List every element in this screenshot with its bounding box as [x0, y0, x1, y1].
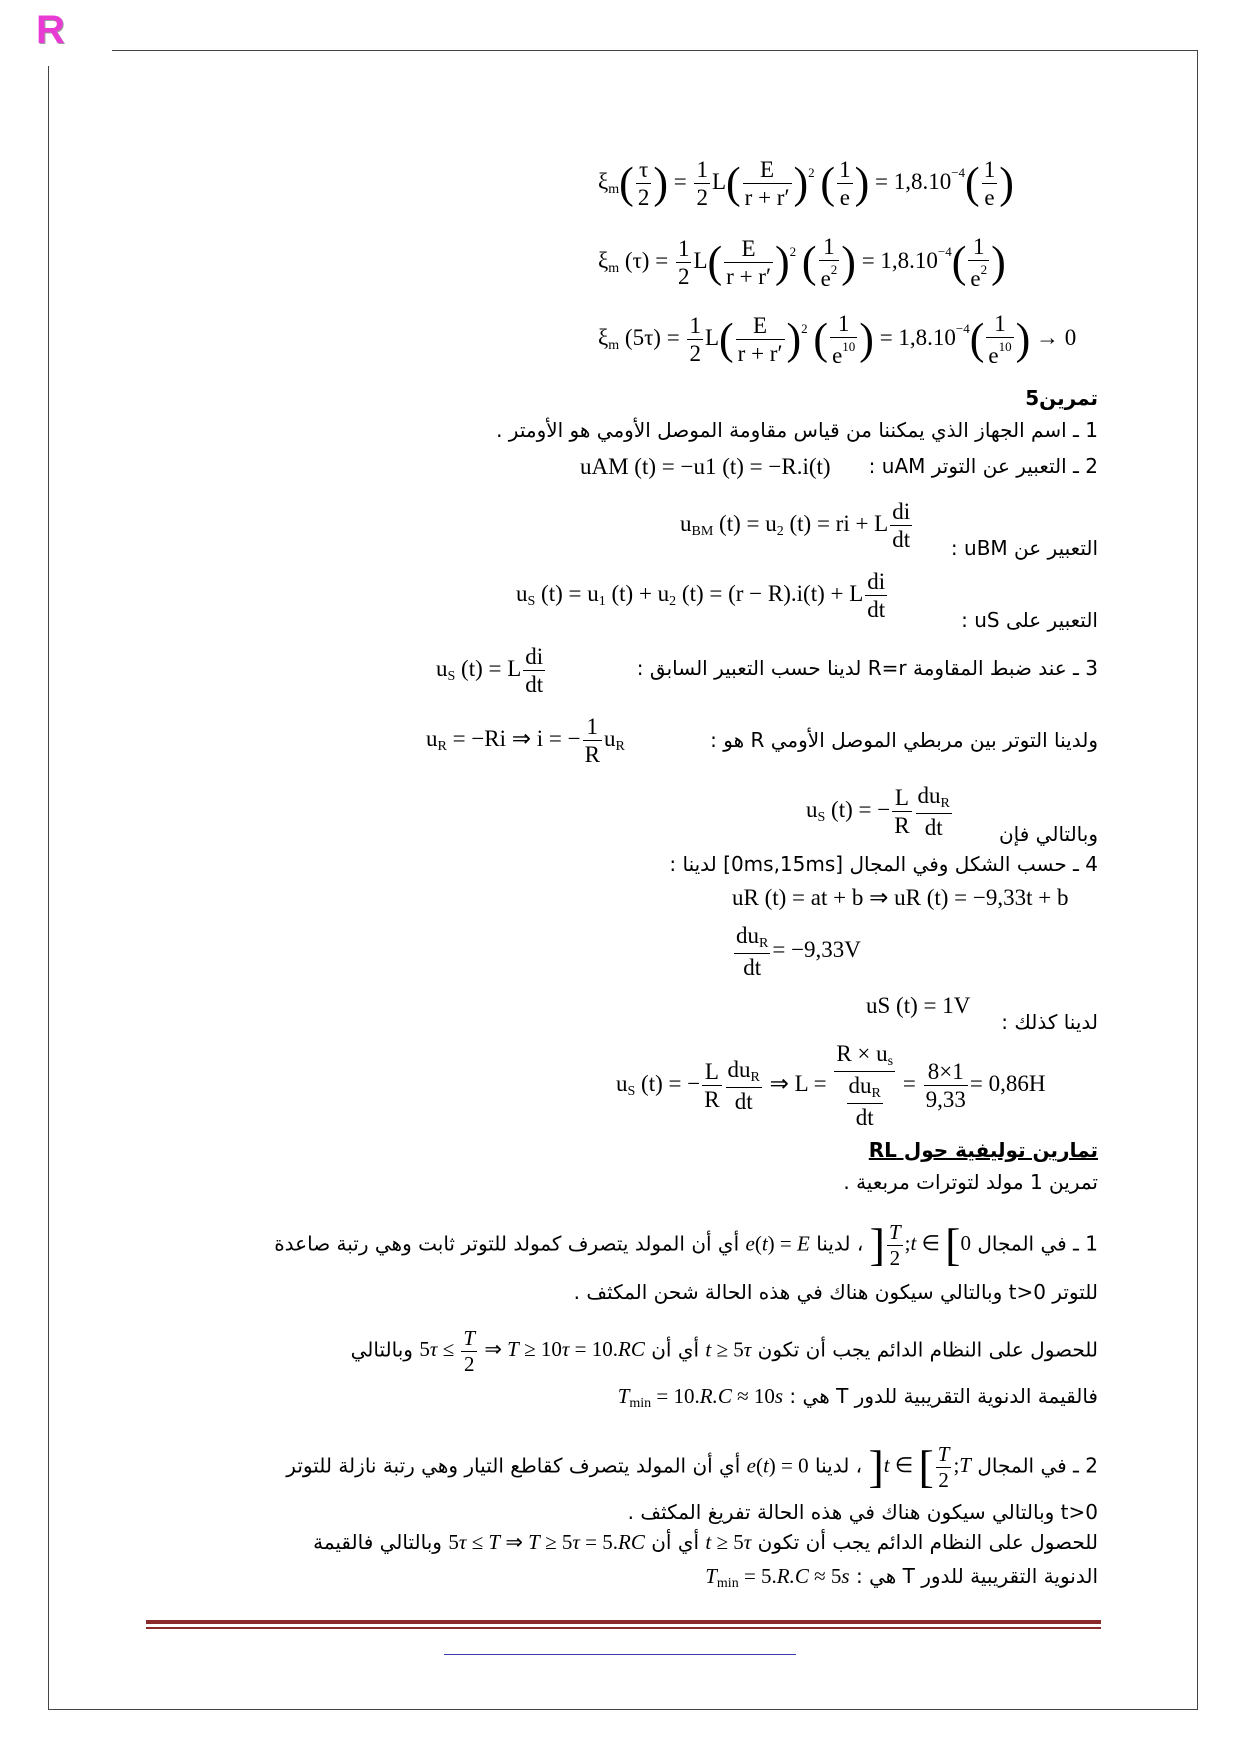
rl-p1-line1: 1 ـ في المجال t ∈ [0; $\frac{T}{2}$ [ ، لدينا e(t) = E أي أن المولد يتصرف كمولد للتوتر ثابت وهي رتبة صاعدة: [274, 1219, 1098, 1271]
ex5-us-eq: $u_S$ $(t) = u_1$ $(t) + u_2$ (t) = (r − R).i(t) + L $\frac{di}{dt}$: [516, 569, 886, 622]
ex5-dur-value: = −9,33V: [772, 936, 861, 962]
ex5-ur-linear-eq: uR (t) = at + b ⇒ uR (t) = −9,33t + b: [732, 885, 1069, 910]
ex5-q3-label: 3 ـ عند ضبط المقاومة R=r لدينا حسب التعبير السابق :: [636, 656, 1098, 680]
rl-p2-line1: 2 ـ في المجال t ∈ [ $\frac{T}{2}$ ;T[ ، لدينا e(t) = 0 أي أن المولد يتصرف كقاطع التيار وهي رتبة نازلة للتوتر: [286, 1441, 1098, 1493]
rl-p1-b: ، لدينا: [816, 1231, 864, 1256]
rl-p2-line3: للحصول على النظام الدائم يجب أن تكون t ≥ 5τ أي أن 5τ ≤ T ⇒ T ≥ 5τ = 5.RC وبالتالي فالقيمة: [313, 1530, 1098, 1554]
ex5-us-simplified-eq: $u_S$ (t) = L $\frac{di}{dt}$: [436, 644, 544, 697]
energy-eq-5tau: $\xi_m$ (5τ) = $\frac{1}{2}$ L( $\frac{E}{r + r'}$ )$^2$ ( $\frac{1}{e^{10}}$ ) = $1,8.10^{-4}$( $\frac{1}{e^{10}}$ ) → 0: [598, 311, 1077, 368]
frame-border-left: [48, 66, 49, 1710]
ex5-also-label: لدينا كذلك :: [1001, 1010, 1098, 1034]
frame-border-right: [1197, 50, 1198, 1710]
ex5-us-value: uS (t) = 1V: [866, 993, 971, 1018]
ex5-dur-eq: $\frac{du_R}{dt}$ = −9,33V: [736, 923, 861, 980]
ex5-q4-label: 4 ـ حسب الشكل وفي المجال [0ms,15ms] لدينا :: [669, 852, 1098, 876]
frame-border-top: [112, 50, 1198, 51]
exercise5-title: تمرين5: [1025, 386, 1098, 410]
rl-p1-a: 1 ـ في المجال: [977, 1231, 1098, 1256]
rl-p1-c: أي أن المولد يتصرف كمولد للتوتر ثابت وهي رتبة صاعدة: [274, 1231, 740, 1256]
ex5-ur-label: ولدينا التوتر بين مربطي الموصل الأومي R هو :: [710, 728, 1098, 752]
rl-intro: تمرين 1 مولد لتوترات مربعية .: [843, 1170, 1098, 1194]
ex5-q2-label: 2 ـ التعبير عن التوتر uAM :: [868, 454, 1098, 478]
ex5-us-label: التعبير على uS :: [961, 608, 1098, 632]
ex5-q1: 1 ـ اسم الجهاز الذي يمكننا من قياس مقاومة الموصل الأومي هو الأومتر .: [496, 418, 1098, 442]
rl-p1-line3: للحصول على النظام الدائم يجب أن تكون t ≥ 5τ أي أن 5τ ≤ $\frac{T}{2}$ ⇒ T ≥ 10τ = 10.RC وبالتالي: [350, 1326, 1098, 1376]
ex5-us-ur-eq: $u_S$ (t) = − $\frac{L}{R}$ $\frac{du_R}{dt}$: [806, 783, 950, 840]
ex5-ubm-eq: $u_{BM}$ $(t) = u_2$ (t) = ri + L $\frac{di}{dt}$: [680, 499, 911, 552]
rl-p2-line2: t>0 وبالتالي سيكون هناك في هذه الحالة تفريغ المكثف .: [627, 1500, 1098, 1524]
frame-border-bottom: [48, 1709, 1198, 1710]
ex5-ur-eq: $u_R = -Ri$ ⇒ i = − $\frac{1}{R}$ $u_R$: [426, 714, 625, 767]
ex5-uam-eq: uAM (t) = −u1 (t) = −R.i(t): [580, 454, 831, 479]
footer-rule-thin: [146, 1627, 1101, 1629]
ex5-L-result: = 0,86H: [969, 1070, 1046, 1096]
energy-eq-tau: $\xi_m$ (τ) = $\frac{1}{2}$ L( $\frac{E}{r + r'}$ )$^2$ ( $\frac{1}{e^2}$ ) = $1,8.10^{-4}$( $\frac{1}{e^2}$ ): [598, 234, 1006, 291]
rl-p2-line4: الدنوية التقريبية للدور T هي : $T_{min} = 5.R.C \approx 5s$: [705, 1564, 1098, 1591]
rl-p1-line2: للتوتر t>0 وبالتالي سيكون هناك في هذه الحالة شحن المكثف .: [573, 1280, 1098, 1304]
logo: R: [36, 8, 65, 52]
rl-p1-line4: فالقيمة الدنوية التقريبية للدور T هي : $T_{min} = 10.R.C \approx 10s$: [617, 1384, 1098, 1411]
footer-link-underline[interactable]: [444, 1654, 796, 1655]
ex5-inductance-eq: $u_S$ (t) = − $\frac{L}{R}$ $\frac{du_R}{dt}$ ⇒ L = $\frac{R \times u_s}{\frac{du_R}{dt}}$ = $\frac{8\times 1}{9,33}$ = 0,86H: [616, 1041, 1046, 1130]
ex5-ubm-label: التعبير عن uBM :: [950, 536, 1098, 560]
footer-rule: [146, 1620, 1101, 1624]
rl-section-title: تمارين توليفية حول RL: [868, 1138, 1098, 1162]
energy-eq-tau-half: $\xi_m$( $\frac{\tau}{2}$ ) = $\frac{1}{2}$ L( $\frac{E}{r + r'}$ )$^2$ ( $\frac{1}{e}$ ) = $1,8.10^{-4}$( $\frac{1}{e}$ ): [598, 157, 1014, 210]
ex5-then-label: وبالتالي فإن: [998, 822, 1098, 846]
